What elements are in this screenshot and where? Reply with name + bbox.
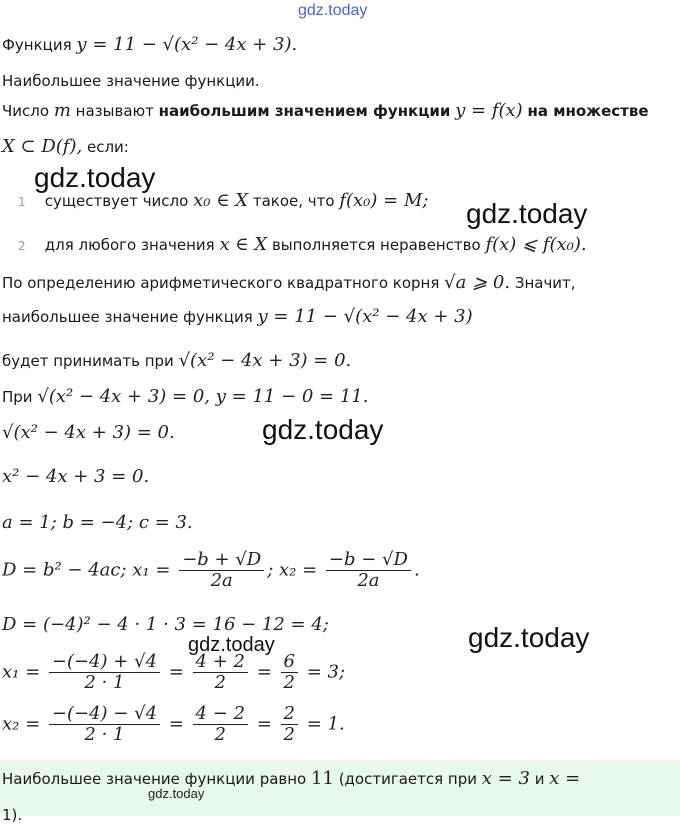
denominator: 2a: [210, 570, 233, 591]
discriminant-calc: D = (−4)² − 4 · 1 · 3 = 16 − 12 = 4;: [2, 614, 329, 635]
disc-lhs: D = b² − 4ac; x₁ =: [2, 559, 171, 581]
result: = 3;: [306, 661, 346, 683]
answer-text: (достигается при: [338, 770, 477, 788]
watermark: gdz.today: [188, 634, 275, 656]
text: Значит,: [514, 274, 576, 292]
lhs: x₁ =: [2, 661, 41, 683]
denominator: 2: [214, 724, 226, 745]
fraction: [49, 704, 160, 745]
root-definition-line: [2, 272, 576, 294]
numerator: −(−4) + √4: [49, 652, 160, 673]
when-line: [2, 386, 368, 408]
numerator: 6: [281, 652, 298, 673]
function-line: [2, 34, 297, 56]
fraction: [281, 652, 298, 693]
answer-line: [2, 768, 580, 790]
denominator: 2: [283, 672, 295, 693]
numerator: 4 − 2: [193, 704, 248, 725]
watermark: gdz.today: [148, 786, 205, 801]
math: √(x² − 4x + 3) = 0.: [178, 350, 352, 371]
denominator: 2: [283, 724, 295, 745]
def-text: называют: [70, 102, 159, 120]
list-item: [2, 234, 587, 257]
coefficients: a = 1; b = −4; c = 3.: [2, 512, 193, 533]
def-text: Число: [2, 102, 54, 120]
numerator: 2: [281, 704, 298, 725]
section-title: Наибольшее значение функции.: [2, 72, 260, 90]
def-formula: y = f(x): [455, 100, 523, 121]
list-number: 1: [18, 195, 26, 209]
disc-mid: ; x₂ =: [267, 559, 318, 581]
text: наибольшее значение функция: [2, 308, 253, 326]
denominator: 2 · 1: [84, 672, 125, 693]
fraction: [49, 652, 160, 693]
item-text: существует число: [44, 192, 189, 210]
denominator: 2a: [357, 570, 380, 591]
will-take-line: [2, 350, 351, 372]
item-text: для любого значения: [44, 236, 215, 254]
equation-quadratic: x² − 4x + 3 = 0.: [2, 466, 150, 487]
list-number: 2: [18, 239, 26, 253]
x1-calc: x₁ = $\frac{-(-4) + √4}{2 \cdot 1}$ = $\frac{4 + 2}{2}$ = $\frac{6}{2}$ = 3;: [2, 651, 346, 693]
numerator: −b + √D: [179, 550, 264, 571]
denominator: 2 · 1: [84, 724, 125, 745]
denominator: 2: [214, 672, 226, 693]
item-math: f(x₀) = M;: [339, 190, 429, 211]
numerator: 4 + 2: [193, 652, 248, 673]
def-var: m: [53, 100, 71, 121]
text: При: [2, 388, 33, 406]
numerator: −(−4) − √4: [49, 704, 160, 725]
list-item: [2, 190, 428, 213]
numerator: −b − √D: [326, 550, 411, 571]
watermark: gdz.today: [468, 622, 590, 653]
function-formula: y = 11 − √(x² − 4x + 3).: [76, 34, 298, 55]
math: √(x² − 4x + 3) = 0, y = 11 − 0 = 11.: [37, 386, 369, 407]
result: = 1.: [306, 713, 345, 735]
def-text: если:: [82, 138, 129, 156]
item-math: x₀ ∈ X: [193, 190, 249, 211]
fraction: [193, 652, 248, 693]
fraction: [193, 704, 248, 745]
text: По определению арифметического квадратного корня: [2, 274, 440, 292]
item-text: такое, что: [252, 192, 335, 210]
watermark: gdz.today: [34, 162, 156, 193]
def-set: X ⊂ D(f),: [2, 136, 83, 157]
watermark: gdz.today: [262, 414, 384, 445]
lhs: x₂ =: [2, 713, 41, 735]
item-math: f(x) ⩽ f(x₀).: [485, 234, 587, 255]
answer-math: x =: [549, 768, 581, 789]
item-math: x ∈ X: [219, 234, 268, 255]
disc-end: .: [413, 559, 420, 581]
answer-line-end: 1).: [2, 806, 23, 824]
text: будет принимать при: [2, 352, 174, 370]
def-bold: наибольшим значением функции: [158, 102, 451, 120]
answer-math: x = 3: [481, 768, 530, 789]
answer-value: 11: [311, 768, 334, 789]
discriminant-formula: [2, 550, 420, 591]
function-label: Функция: [2, 36, 72, 54]
equation-root: √(x² − 4x + 3) = 0.: [2, 422, 175, 443]
definition-set-line: [2, 136, 129, 158]
answer-text: и: [534, 770, 545, 788]
watermark-top: gdz.today: [298, 2, 368, 19]
fraction: [179, 550, 264, 591]
math: √a ⩾ 0.: [444, 272, 511, 293]
max-value-line: [2, 306, 473, 328]
watermark: gdz.today: [466, 198, 588, 229]
fraction: [326, 550, 411, 591]
definition-line: [2, 100, 649, 122]
fraction: [281, 704, 298, 745]
answer-text: Наибольшее значение функции равно: [2, 770, 307, 788]
x2-calc: x₂ = $\frac{-(-4) - √4}{2 \cdot 1}$ = $\frac{4 - 2}{2}$ = $\frac{2}{2}$ = 1.: [2, 703, 345, 745]
item-text: выполняется неравенство: [271, 236, 481, 254]
math: y = 11 − √(x² − 4x + 3): [257, 306, 473, 327]
def-bold: на множестве: [527, 102, 649, 120]
